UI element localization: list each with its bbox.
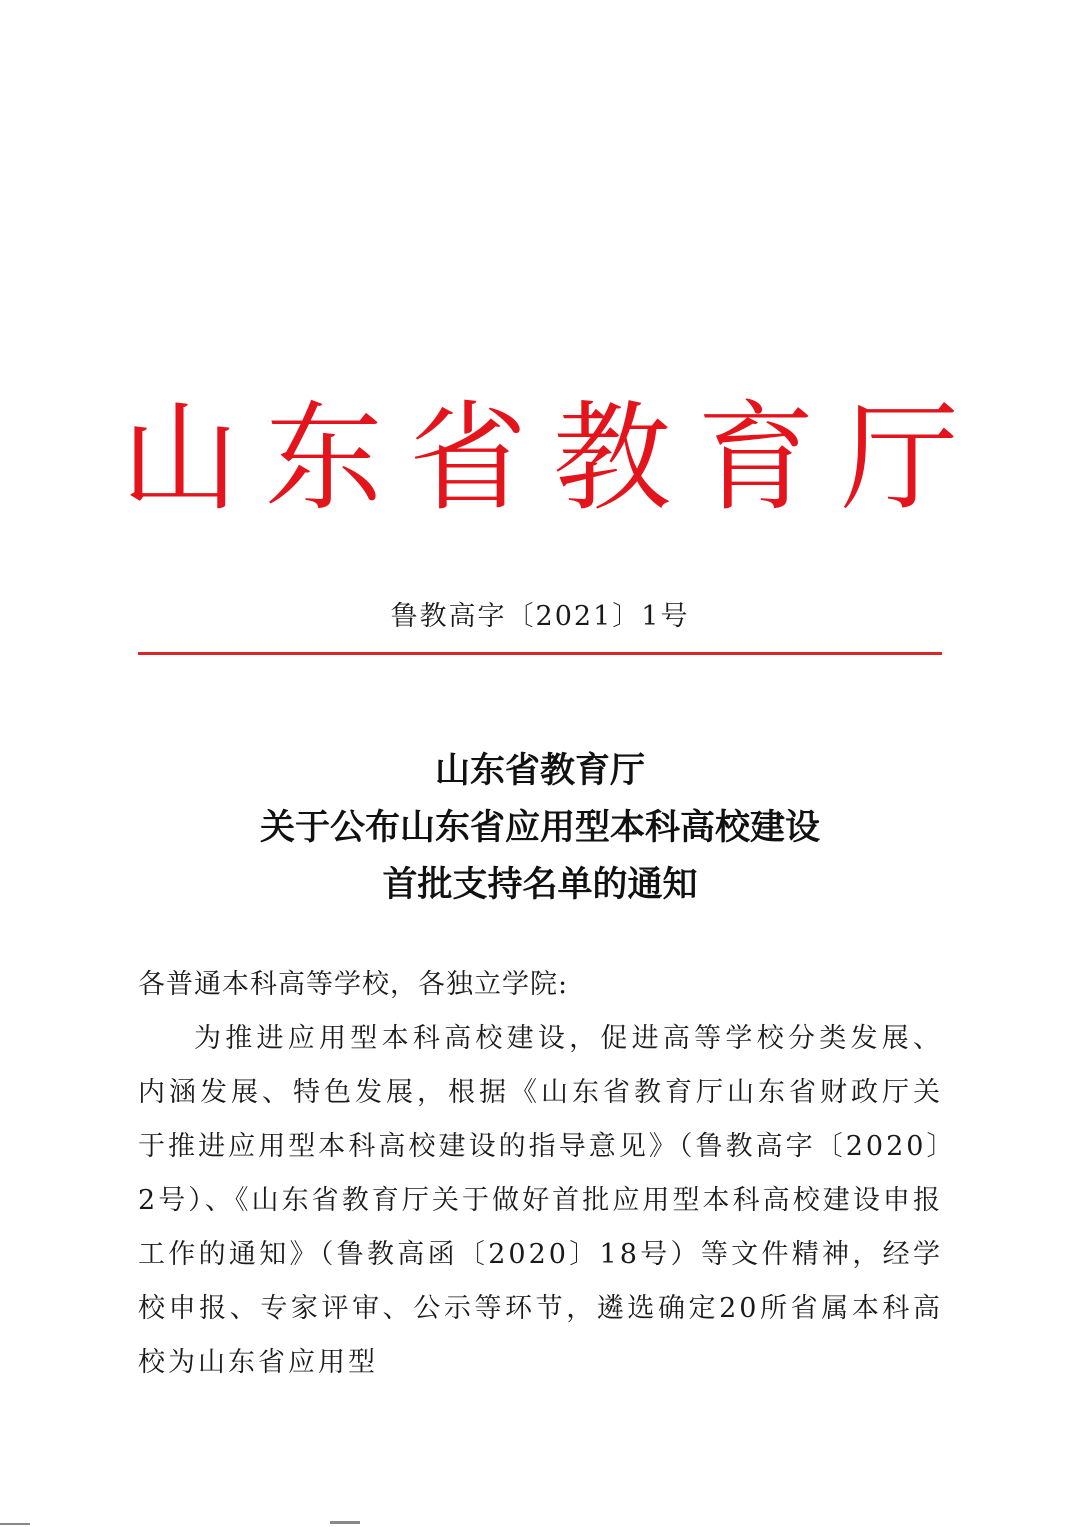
title-line-1: 山东省教育厅 (434, 750, 645, 791)
page-bottom-edge (0, 1518, 1080, 1527)
document-title (0, 742, 1080, 913)
red-separator-line (138, 652, 942, 655)
edge-mark-mid (330, 1521, 360, 1524)
edge-mark-left (0, 1523, 30, 1525)
title-line-2: 关于公布山东省应用型本科高校建设 (259, 807, 820, 848)
title-line-3: 首批支持名单的通知 (382, 864, 698, 905)
issuer-header: 山东省教育厅 (120, 389, 985, 527)
document-number: 鲁教高字〔2021〕1号 (390, 601, 690, 632)
body-paragraph: 为推进应用型本科高校建设，促进高等学校分类发展、内涵发展、特色发展，根据《山东省教育厅山东省财政厅关于推进应用型本科高校建设的指导意见》（鲁教高字〔2020〕2号）、《山东省教育厅关于做好首批应用型本科高校建设申报工作的通知》（鲁教高函〔2020〕18号）等文件精神，经学校申报、专家评审、公示等环节，遴选确定20所省属本科高校为山东省应用型 (138, 1023, 943, 1378)
salutation: 各普通本科高等学校，各独立学院: (138, 969, 569, 1000)
document-body (138, 958, 943, 1390)
